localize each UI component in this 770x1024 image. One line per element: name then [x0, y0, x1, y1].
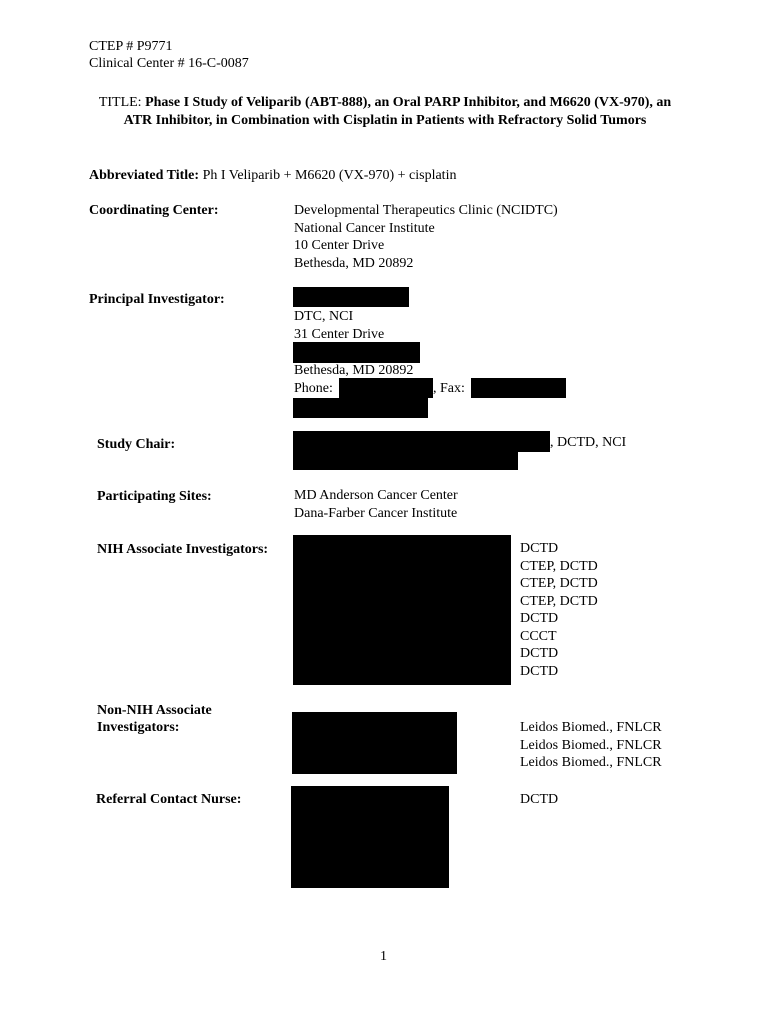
- pi-fax-label: , Fax:: [433, 381, 465, 396]
- ctep-number: CTEP # P9771: [89, 39, 173, 54]
- redaction-box: [293, 451, 518, 470]
- non-nih-affiliation-list: [520, 719, 662, 772]
- affiliation-item: Leidos Biomed., FNLCR: [520, 720, 662, 735]
- abbreviated-title-label: Abbreviated Title:: [89, 168, 200, 183]
- affiliation-item: CTEP, DCTD: [520, 593, 598, 609]
- address-line: National Cancer Institute: [294, 220, 435, 236]
- clinical-center-number: Clinical Center # 16-C-0087: [89, 56, 249, 71]
- abbreviated-title-value: Ph I Veliparib + M6620 (VX-970) + cisplatin: [202, 168, 457, 183]
- abbreviated-title-row: [89, 167, 456, 184]
- redaction-box: [293, 398, 428, 418]
- participating-sites-label: Participating Sites:: [97, 489, 212, 504]
- redaction-box: [293, 287, 409, 307]
- redaction-box: [293, 342, 420, 363]
- site-item: MD Anderson Cancer Center: [294, 488, 458, 503]
- redaction-box: [292, 712, 457, 774]
- referral-contact-nurse-label: Referral Contact Nurse:: [96, 792, 242, 807]
- coordinating-center-address: [294, 202, 558, 272]
- principal-investigator-label: Principal Investigator:: [89, 292, 225, 307]
- address-line: Bethesda, MD 20892: [294, 255, 414, 271]
- redaction-box: [291, 786, 449, 888]
- affiliation-item: Leidos Biomed., FNLCR: [520, 737, 662, 753]
- participating-sites-list: [294, 487, 458, 522]
- affiliation-item: DCTD: [520, 541, 559, 556]
- address-line: 10 Center Drive: [294, 238, 385, 253]
- protocol-title: [88, 94, 682, 130]
- nih-affiliation-list: [520, 540, 598, 680]
- study-chair-label: Study Chair:: [97, 437, 176, 452]
- redaction-box: [293, 431, 550, 452]
- affiliation-item: Leidos Biomed., FNLCR: [520, 755, 662, 770]
- redaction-box: [471, 378, 566, 398]
- affiliation-item: DCTD: [520, 646, 559, 661]
- affiliation-item: CTEP, DCTD: [520, 576, 598, 591]
- coordinating-center-label: Coordinating Center:: [89, 203, 219, 218]
- redaction-box: [293, 535, 511, 685]
- title-text: Phase I Study of Veliparib (ABT-888), an Oral PARP Inhibitor, and M6620 (VX-970), an ATR Inhibitor, in Combination with Cisplatin in Patients with Refractory Solid Tumors: [123, 95, 672, 128]
- non-nih-label-line2: Investigators:: [97, 720, 180, 735]
- address-line: Developmental Therapeutics Clinic (NCIDTC): [294, 203, 558, 218]
- non-nih-label-line1: Non-NIH Associate: [97, 703, 212, 718]
- pi-city: Bethesda, MD 20892: [294, 363, 414, 378]
- pi-street: 31 Center Drive: [294, 327, 385, 342]
- pi-phone-label: Phone:: [294, 381, 333, 396]
- page-number: 1: [380, 949, 387, 964]
- redaction-box: [339, 378, 433, 398]
- referral-affiliation: DCTD: [520, 792, 559, 807]
- nih-associate-investigators-label: NIH Associate Investigators:: [97, 542, 269, 557]
- affiliation-item: CCCT: [520, 628, 557, 644]
- affiliation-item: DCTD: [520, 663, 559, 679]
- affiliation-item: CTEP, DCTD: [520, 558, 598, 574]
- affiliation-item: DCTD: [520, 611, 559, 626]
- title-prefix: TITLE:: [98, 95, 142, 110]
- site-item: Dana-Farber Cancer Institute: [294, 505, 458, 521]
- study-chair-affiliation: , DCTD, NCI: [550, 435, 627, 450]
- pi-affiliation: DTC, NCI: [294, 309, 354, 324]
